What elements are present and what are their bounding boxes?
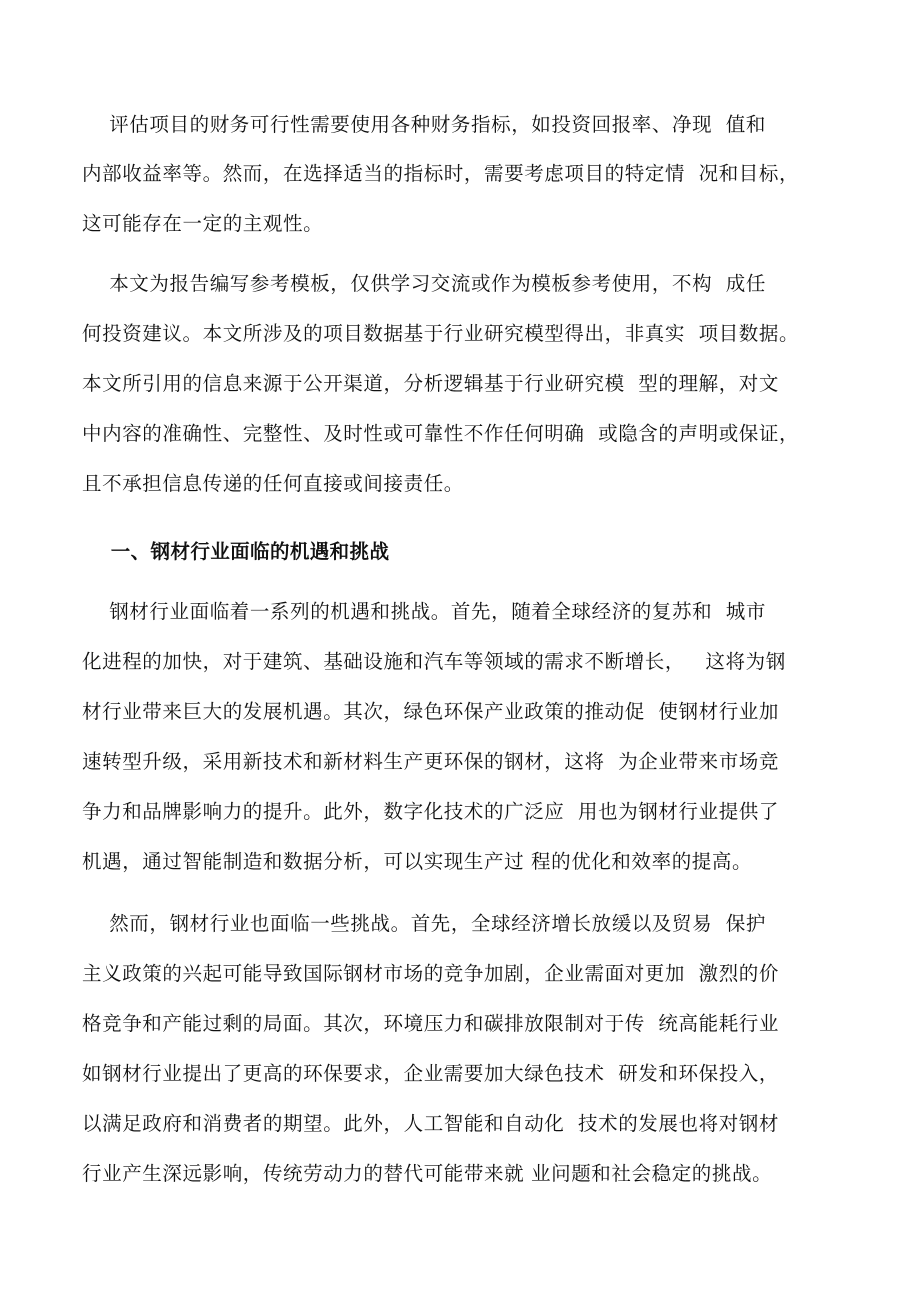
paragraph-2-line-2: 何投资建议。本文所涉及的项目数据基于行业研究模型得出，非真实 项目数据。: [82, 322, 800, 345]
paragraph-4-line-6: 行业产生深远影响，传统劳动力的替代可能带来就 业问题和社会稳定的挑战。: [82, 1162, 773, 1185]
paragraph-2-line-5: 且不承担信息传递的任何直接或间接责任。: [82, 472, 464, 495]
paragraph-3-line-1: 钢材行业面临着一系列的机遇和挑战。首先，随着全球经济的复苏和 城市: [82, 600, 766, 623]
paragraph-2-line-4: 中内容的准确性、完整性、及时性或可靠性不作任何明确 或隐含的声明或保证，: [82, 422, 800, 445]
paragraph-3-line-4: 速转型升级，采用新技术和新材料生产更环保的钢材，这将 为企业带来市场竞: [82, 750, 779, 773]
paragraph-4-line-5: 以满足政府和消费者的期望。此外，人工智能和自动化 技术的发展也将对钢材: [82, 1112, 779, 1135]
paragraph-2-line-3: 本文所引用的信息来源于公开渠道，分析逻辑基于行业研究模 型的理解，对文: [82, 372, 779, 395]
paragraph-4-line-4: 如钢材行业提出了更高的环保要求，企业需要加大绿色技术 研发和环保投入，: [82, 1062, 779, 1085]
paragraph-1-line-1: 评估项目的财务可行性需要使用各种财务指标，如投资回报率、净现 值和: [82, 113, 766, 136]
paragraph-4-line-2: 主义政策的兴起可能导致国际钢材市场的竞争加剧，企业需面对更加 激烈的价: [82, 962, 779, 985]
paragraph-4-line-1: 然而，钢材行业也面临一些挑战。首先，全球经济增长放缓以及贸易 保护: [82, 912, 766, 935]
paragraph-4-line-3: 格竞争和产能过剩的局面。其次，环境压力和碳排放限制对于传 统高能耗行业: [82, 1012, 779, 1035]
paragraph-1-line-3: 这可能存在一定的主观性。: [82, 212, 324, 235]
paragraph-1-line-2: 内部收益率等。然而，在选择适当的指标时，需要考虑项目的特定情 况和目标，: [82, 162, 800, 185]
paragraph-3-line-5: 争力和品牌影响力的提升。此外，数字化技术的广泛应 用也为钢材行业提供了: [82, 800, 779, 823]
section-heading: 一、钢材行业面临的机遇和挑战: [82, 540, 390, 563]
paragraph-3-line-2: 化进程的加快，对于建筑、基础设施和汽车等领域的需求不断增长， 这将为钢: [82, 650, 786, 673]
paragraph-2-line-1: 本文为报告编写参考模板，仅供学习交流或作为模板参考使用，不构 成任: [82, 272, 766, 295]
paragraph-3-line-6: 机遇，通过智能制造和数据分析，可以实现生产过 程的优化和效率的提高。: [82, 850, 753, 873]
paragraph-3-line-3: 材行业带来巨大的发展机遇。其次，绿色环保产业政策的推动促 使钢材行业加: [82, 700, 779, 723]
